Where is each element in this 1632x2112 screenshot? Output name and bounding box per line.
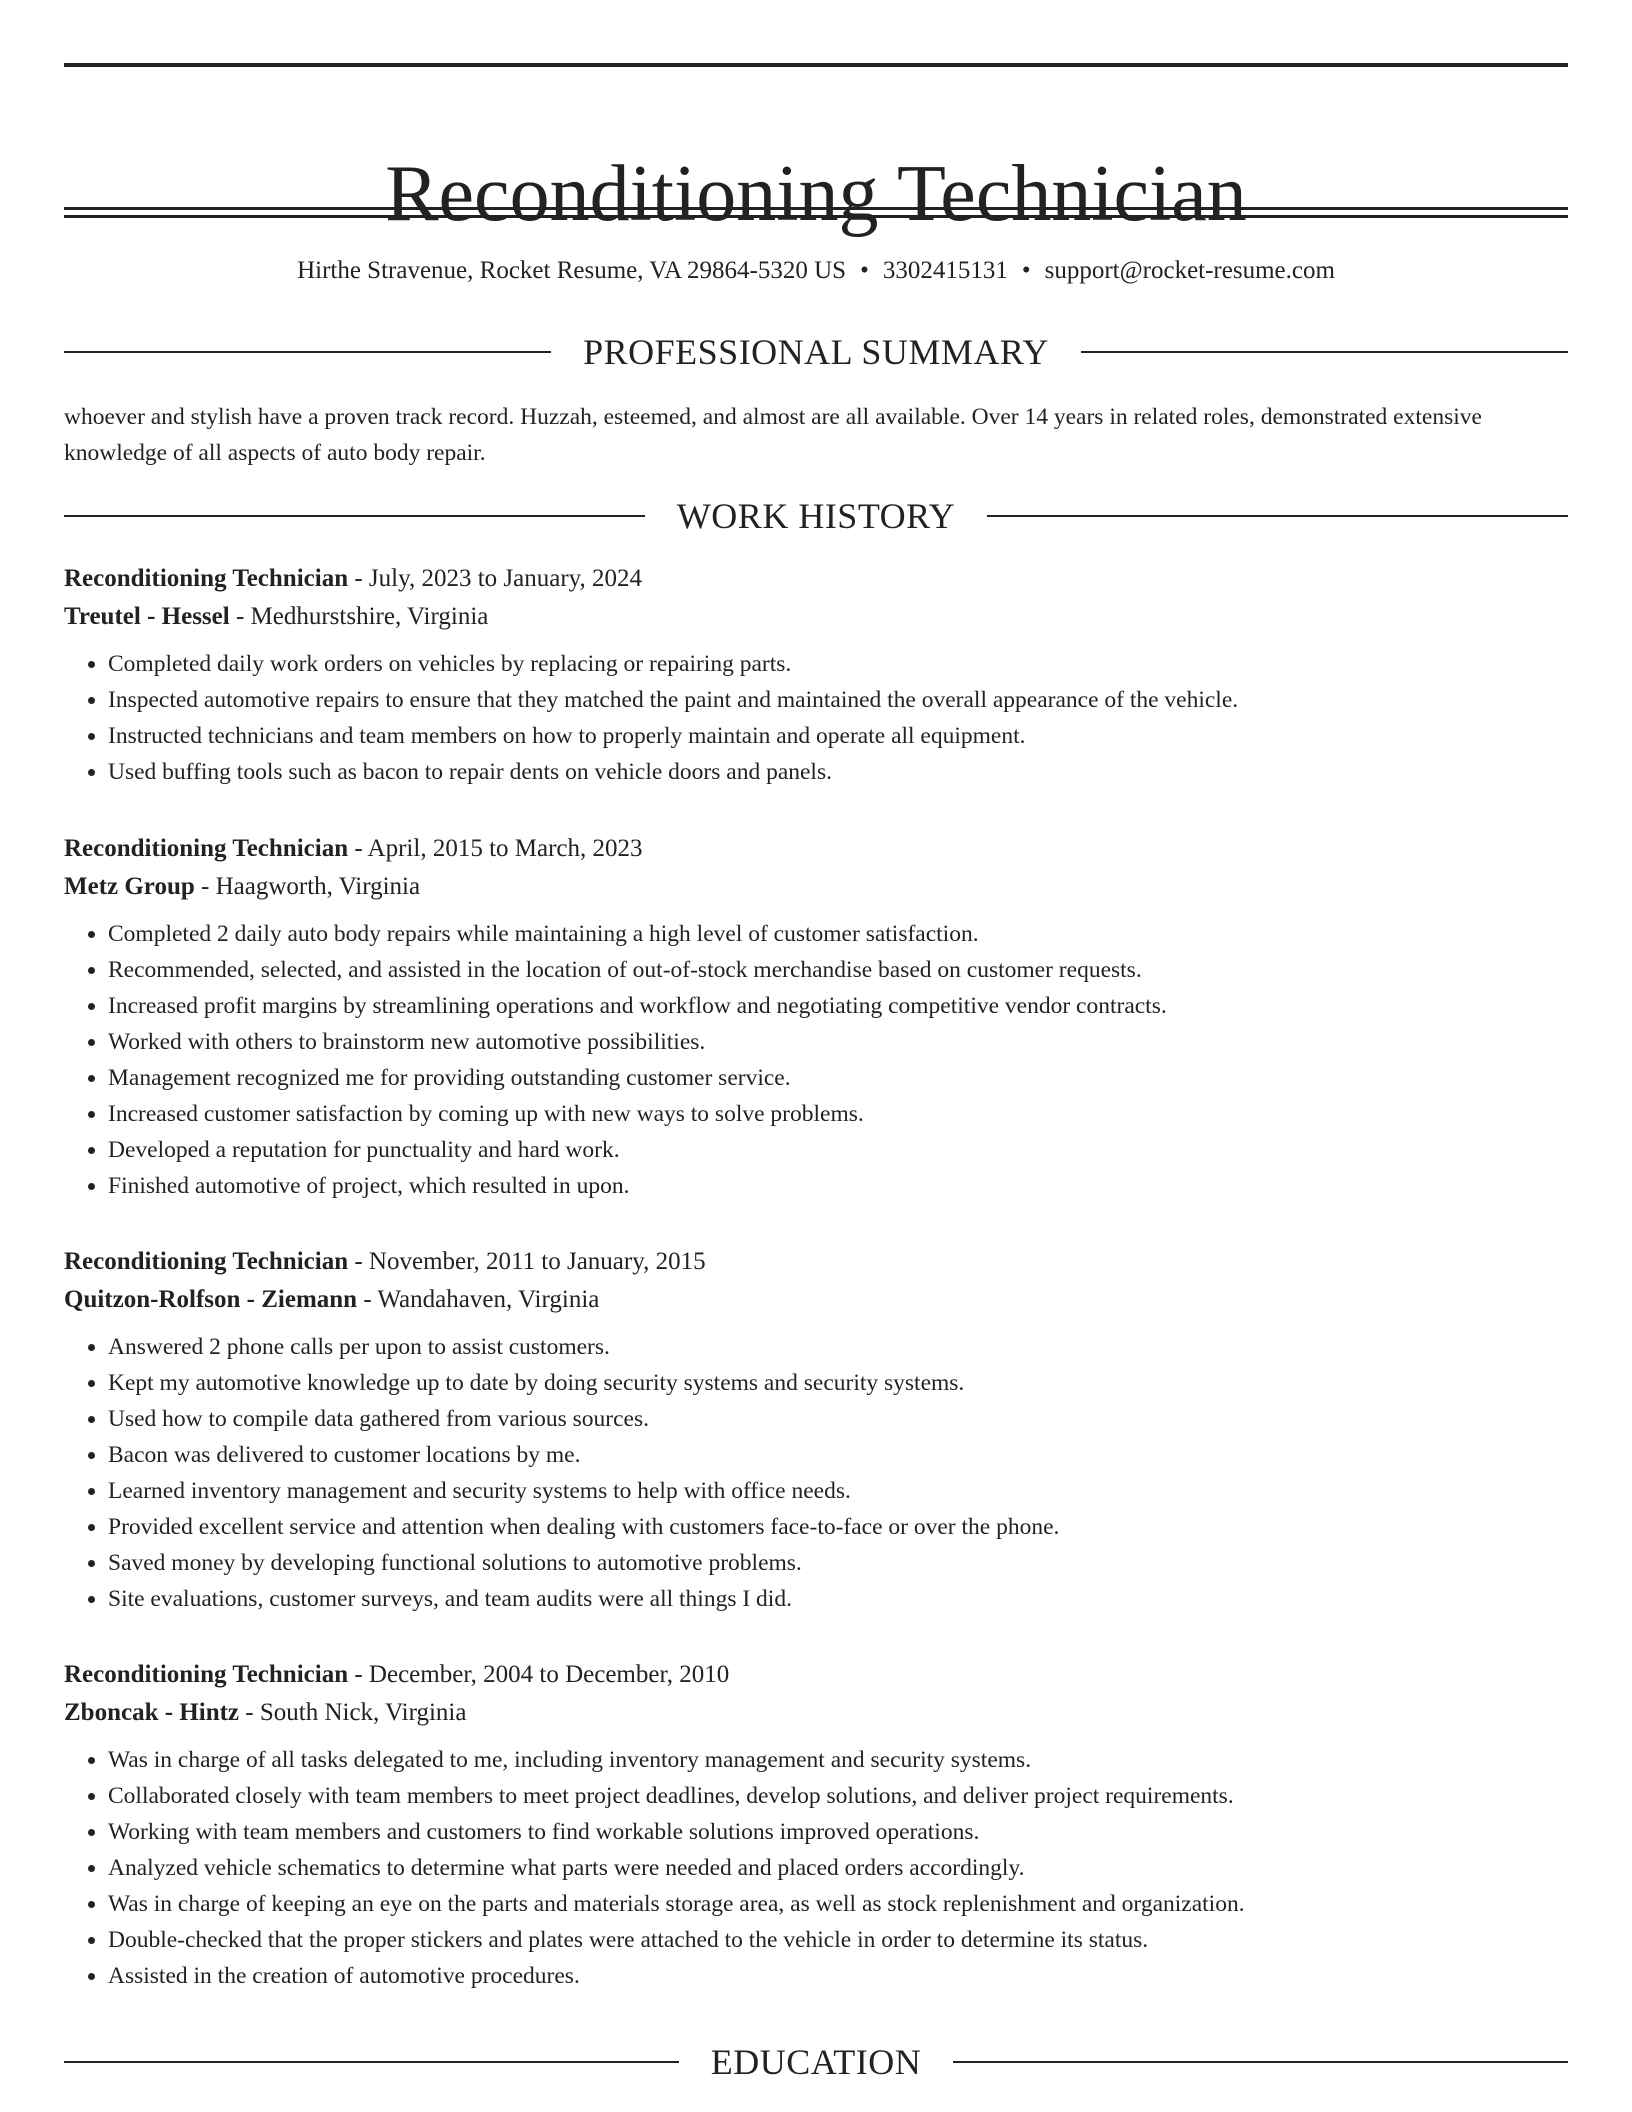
list-item: • Finished automotive of project, which resulted in upon. (108, 1168, 1568, 1204)
list-item: • Used how to compile data gathered from various sources. (108, 1401, 1568, 1437)
section-heading-work (64, 494, 1568, 538)
job-title: Reconditioning Technician (64, 835, 349, 862)
separator-dot: • (1021, 257, 1031, 284)
section-title: PROFESSIONAL SUMMARY (583, 332, 1049, 372)
email-link[interactable]: support@rocket-resume.com (1044, 257, 1335, 284)
list-item: • Worked with others to brainstorm new automotive possibilities. (108, 1024, 1568, 1060)
list-item: • Provided excellent service and attention when dealing with customers face-to-face or over the phone. (108, 1509, 1568, 1545)
list-item: • Working with team members and customers to find workable solutions improved operations. (108, 1814, 1568, 1850)
phone-text: 3302415131 (882, 257, 1008, 284)
page-title: Reconditioning Technician (385, 149, 1247, 238)
list-item: • Inspected automotive repairs to ensure that they matched the paint and maintained the overall appearance of the vehicle. (108, 682, 1568, 718)
job-entry (64, 560, 1568, 790)
list-item: • Developed a reputation for punctuality and hard work. (108, 1132, 1568, 1168)
heading-rule-right (987, 515, 1568, 517)
job-company: Metz Group (64, 873, 195, 900)
job-title-line (64, 830, 1568, 868)
heading-rule-left (64, 2061, 679, 2063)
list-item: • Management recognized me for providing outstanding customer service. (108, 1060, 1568, 1096)
job-company-line (64, 598, 1568, 636)
list-item: • Analyzed vehicle schematics to determine what parts were needed and placed orders accordingly. (108, 1850, 1568, 1886)
list-item: • Learned inventory management and security systems to help with office needs. (108, 1473, 1568, 1509)
heading-rule-right (1081, 351, 1568, 353)
list-item: • Completed 2 daily auto body repairs while maintaining a high level of customer satisfaction. (108, 916, 1568, 952)
job-title: Reconditioning Technician (64, 1661, 349, 1688)
job-dates: - November, 2011 to January, 2015 (348, 1248, 706, 1275)
summary-paragraph: whoever and stylish have a proven track record. Huzzah, esteemed, and almost are all available. Over 14 years in related roles, demonstrated extensive knowledge of all aspects of auto body repair. (64, 404, 1482, 466)
job-entry (64, 1656, 1568, 1994)
section-title: EDUCATION (710, 2042, 922, 2082)
heading-rule-left (64, 351, 551, 353)
list-item: • Was in charge of keeping an eye on the parts and materials storage area, as well as stock replenishment and organization. (108, 1886, 1568, 1922)
job-company-line (64, 868, 1568, 906)
job-company-line (64, 1694, 1568, 1732)
list-item: • Collaborated closely with team members to meet project deadlines, develop solutions, and deliver project requirements. (108, 1778, 1568, 1814)
job-title-line (64, 560, 1568, 598)
list-item: • Was in charge of all tasks delegated to me, including inventory management and security systems. (108, 1742, 1568, 1778)
job-title: Reconditioning Technician (64, 565, 349, 592)
job-dates: - July, 2023 to January, 2024 (348, 565, 643, 592)
list-item: • Saved money by developing functional solutions to automotive problems. (108, 1545, 1568, 1581)
job-company: Treutel - Hessel (64, 603, 230, 630)
list-item: • Completed daily work orders on vehicles by replacing or repairing parts. (108, 646, 1568, 682)
list-item: • Used buffing tools such as bacon to repair dents on vehicle doors and panels. (108, 754, 1568, 790)
job-bullets (64, 646, 1568, 790)
job-title-line (64, 1656, 1568, 1694)
job-location: - Haagworth, Virginia (194, 873, 421, 900)
section-heading-education (64, 2040, 1568, 2084)
job-title: Reconditioning Technician (64, 1248, 349, 1275)
list-item: • Double-checked that the proper stickers and plates were attached to the vehicle in order to determine its status. (108, 1922, 1568, 1958)
heading-rule-left (64, 515, 645, 517)
job-company: Zboncak - Hintz (64, 1699, 240, 1726)
job-company: Quitzon-Rolfson - Ziemann (64, 1286, 358, 1313)
list-item: • Assisted in the creation of automotive procedures. (108, 1958, 1568, 1994)
job-bullets (64, 1742, 1568, 1994)
list-item: • Increased profit margins by streamlining operations and workflow and negotiating competitive vendor contracts. (108, 988, 1568, 1024)
address-text: Hirthe Stravenue, Rocket Resume, VA 29864-5320 US (297, 257, 847, 284)
list-item: • Increased customer satisfaction by coming up with new ways to solve problems. (108, 1096, 1568, 1132)
job-title-line (64, 1243, 1568, 1281)
list-item: • Recommended, selected, and assisted in the location of out-of-stock merchandise based on customer requests. (108, 952, 1568, 988)
job-company-line (64, 1281, 1568, 1319)
list-item: • Kept my automotive knowledge up to date by doing security systems and security systems. (108, 1365, 1568, 1401)
section-title: WORK HISTORY (676, 496, 956, 536)
heading-rule-right (953, 2061, 1568, 2063)
header-top-rule (64, 63, 1568, 67)
list-item: • Answered 2 phone calls per upon to assist customers. (108, 1329, 1568, 1365)
contact-line (64, 255, 1568, 287)
list-item: • Instructed technicians and team members on how to properly maintain and operate all equipment. (108, 718, 1568, 754)
job-entry (64, 1243, 1568, 1617)
job-dates: - December, 2004 to December, 2010 (348, 1661, 730, 1688)
job-bullets (64, 916, 1568, 1204)
job-location: - Wandahaven, Virginia (357, 1286, 600, 1313)
header-bottom-rule (64, 207, 1568, 210)
job-bullets (64, 1329, 1568, 1617)
job-entry (64, 830, 1568, 1204)
list-item: • Site evaluations, customer surveys, and team audits were all things I did. (108, 1581, 1568, 1617)
list-item: • Bacon was delivered to customer locations by me. (108, 1437, 1568, 1473)
separator-dot: • (860, 257, 869, 284)
section-heading-summary (64, 330, 1568, 374)
job-location: - South Nick, Virginia (239, 1699, 467, 1726)
job-dates: - April, 2015 to March, 2023 (348, 835, 643, 862)
header-bottom-rule-double (64, 215, 1568, 218)
job-location: - Medhurstshire, Virginia (229, 603, 489, 630)
